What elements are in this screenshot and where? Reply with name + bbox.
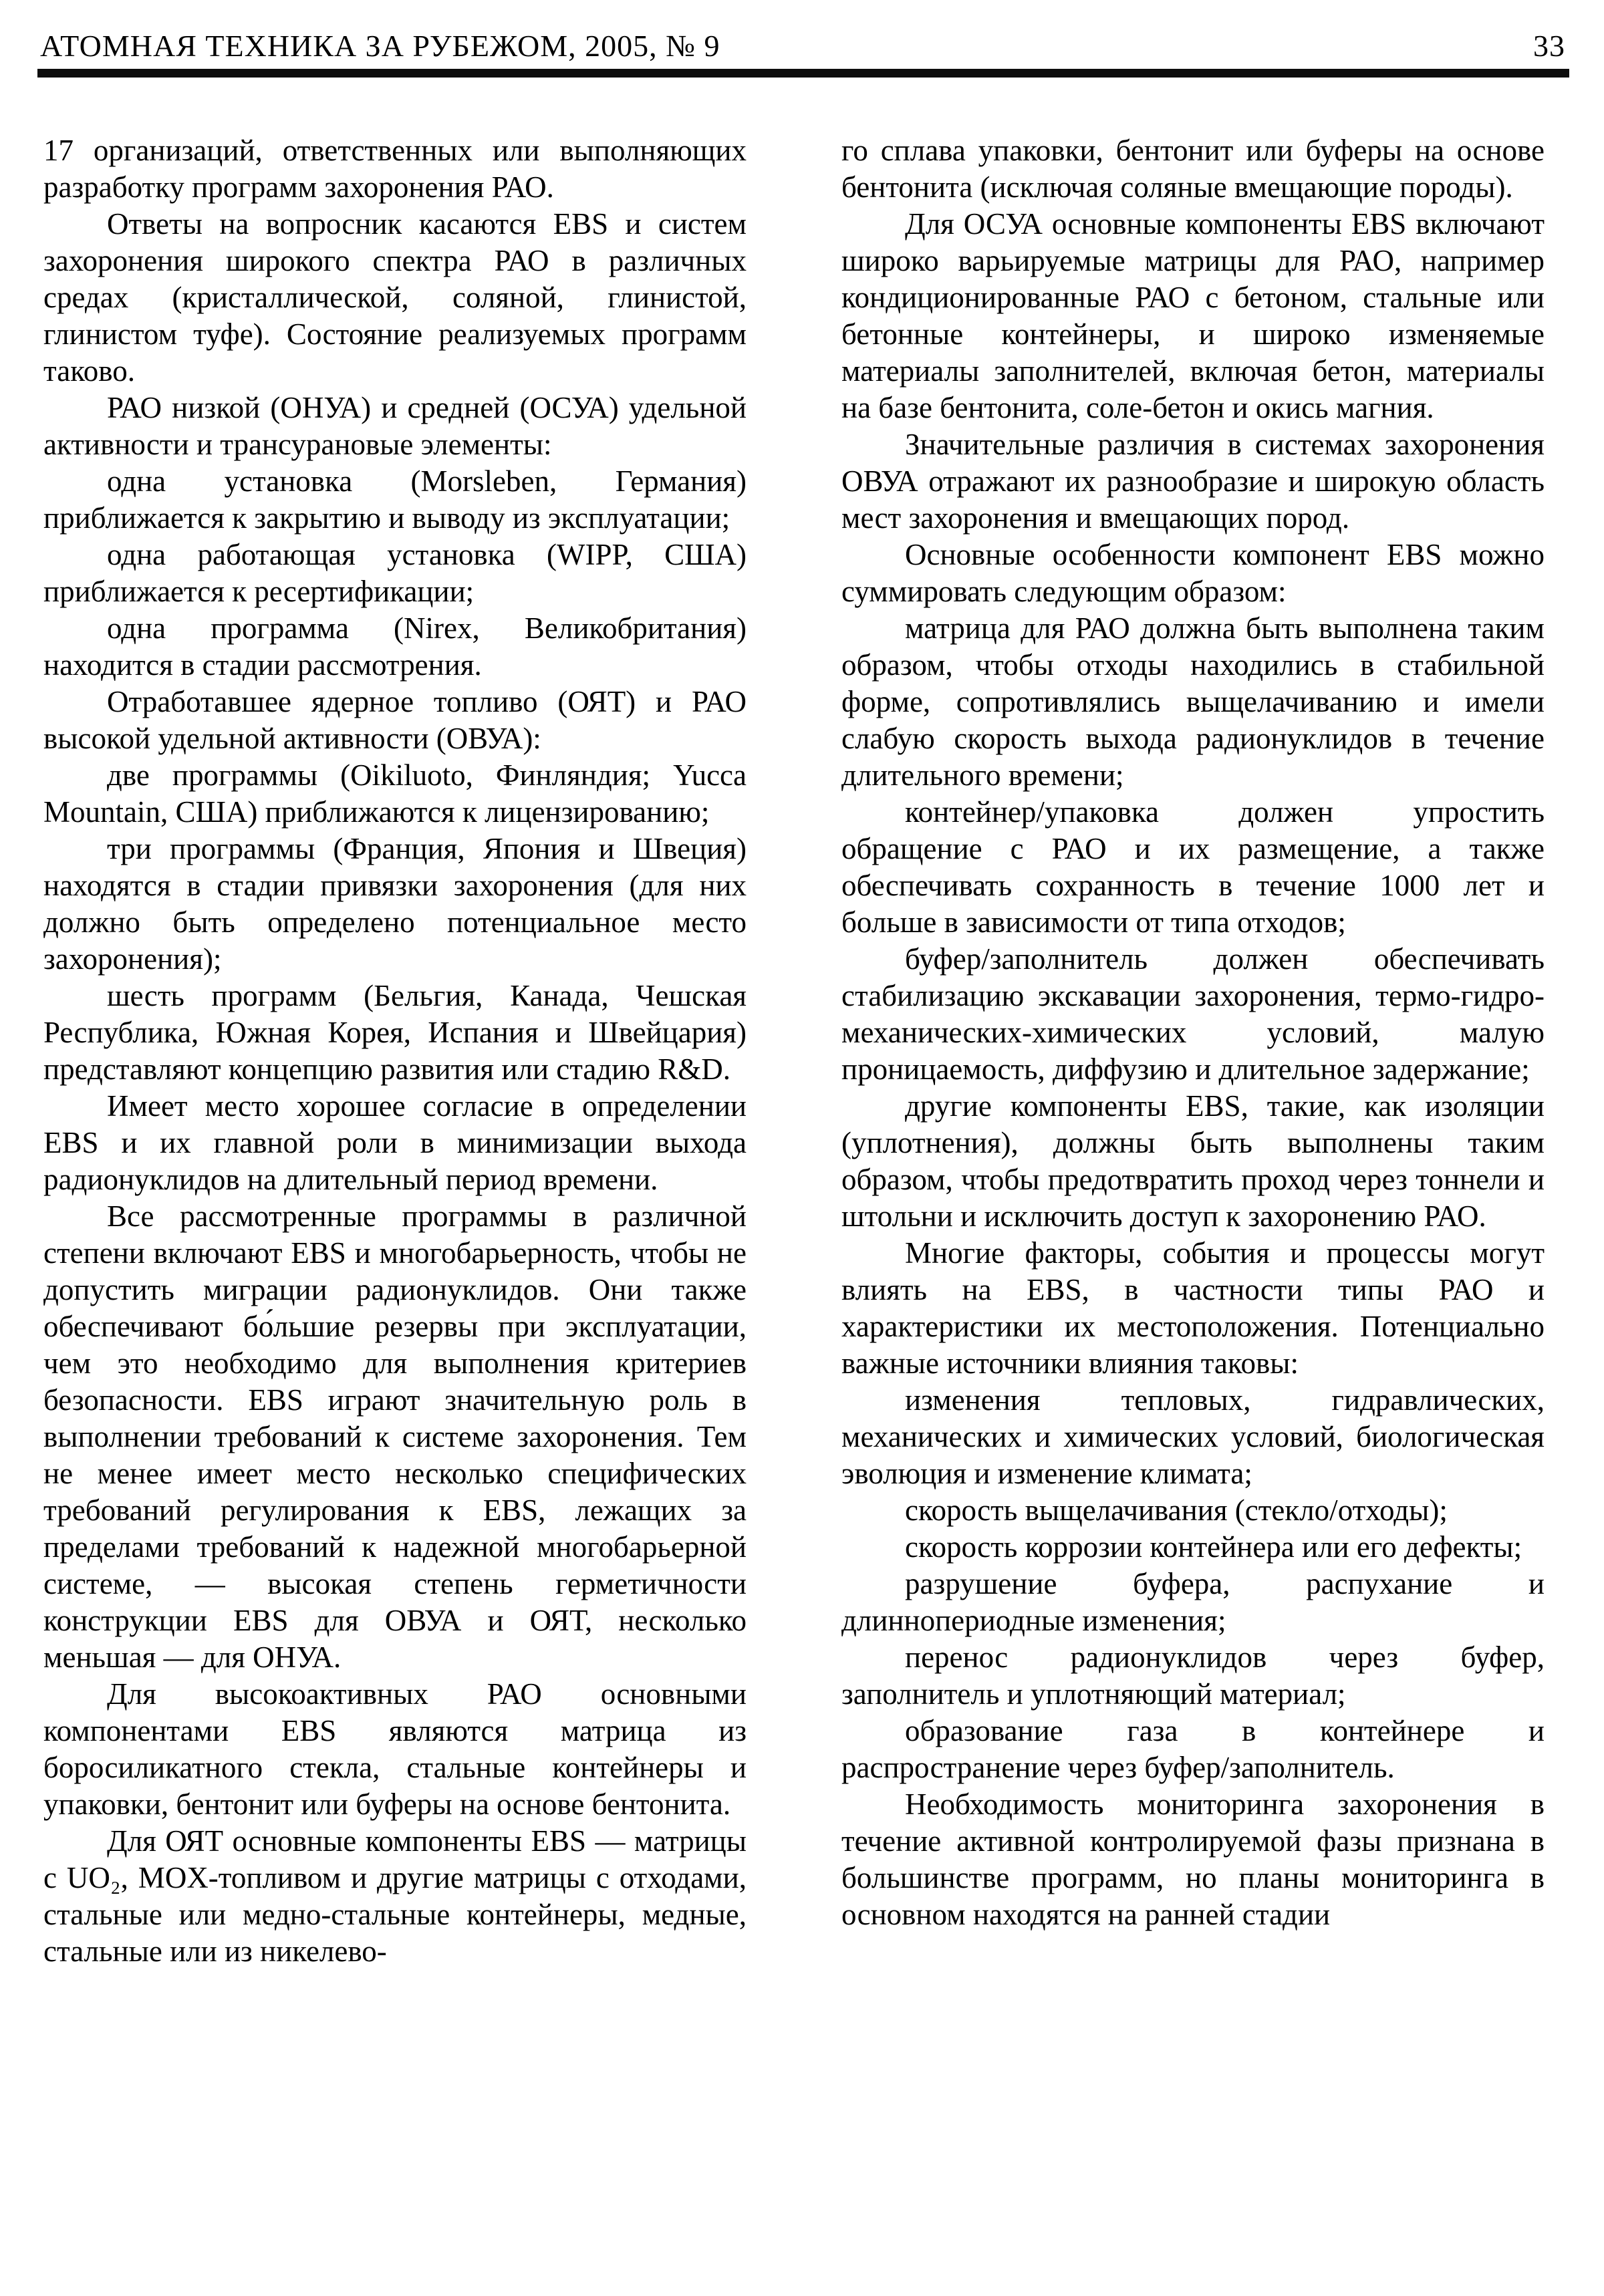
list-item-paragraph: три программы (Франция, Япония и Швеция) находятся в стадии привязки захоронения (для них должно быть определено потенциальное место захоронения); [43, 832, 747, 976]
list-item-paragraph: шесть программ (Бельгия, Канада, Чешская Республика, Южная Корея, Испания и Швейцария) представляют концепцию развития или стадию R&D. [43, 979, 747, 1086]
list-item-paragraph: одна работающая установка (WIPP, США) приближается к ресертификации; [43, 538, 747, 608]
paragraph: Ответы на вопросник касаются EBS и систем захоронения широкого спектра РАО в различных средах (кристаллической, соляной, глинистой, глинистом туфе). Состояние реализуемых программ таково. [43, 207, 747, 388]
paragraph: Отработавшее ядерное топливо (ОЯТ) и РАО высокой удельной активности (ОВУА): [43, 685, 747, 755]
list-item-paragraph: две программы (Oikiluoto, Финляндия; Yucca Mountain, США) приближаются к лицензированию; [43, 758, 747, 829]
paragraph: Многие факторы, события и процессы могут влиять на EBS, в частности типы РАО и характеристики их местоположения. Потенциально важные источники влияния таковы: [841, 1236, 1545, 1380]
list-item-paragraph: скорость коррозии контейнера или его дефекты; [905, 1530, 1522, 1564]
list-item-paragraph: образование газа в контейнере и распространение через буфер/заполнитель. [841, 1714, 1545, 1784]
paragraph: Для ОСУА основные компоненты EBS включают широко варьируемые матрицы для РАО, например кондиционированные РАО с бетоном, стальные или бетонные контейнеры, и широко изменяемые материалы заполнителей, включая бетон, материалы на базе бентонита, соле-бетон и окись магния. [841, 207, 1545, 424]
list-item-paragraph: изменения тепловых, гидравлических, механических и химических условий, биологическая эволюция и изменение климата; [841, 1383, 1545, 1490]
paragraph: РАО низкой (ОНУА) и средней (ОСУА) удельной активности и трансурановые элементы: [43, 391, 747, 461]
paragraph: Значительные различия в системах захоронения ОВУА отражают их разнообразие и широкую область мест захоронения и вмещающих пород. [841, 428, 1545, 535]
header-rule [37, 69, 1569, 78]
page-number: 33 [1533, 29, 1565, 63]
left-column [43, 132, 747, 1970]
paragraph: Имеет место хорошее согласие в определении EBS и их главной роли в минимизации выхода радионуклидов на длительный период времени. [43, 1089, 747, 1196]
list-item-paragraph: другие компоненты EBS, такие, как изоляции (уплотнения), должны быть выполнены таким образом, чтобы предотвратить проход через тоннели и штольни и исключить доступ к захоронению РАО. [841, 1089, 1545, 1233]
journal-title: АТОМНАЯ ТЕХНИКА ЗА РУБЕЖОМ, 2005, № 9 [40, 29, 720, 63]
list-item-paragraph: перенос радионуклидов через буфер, заполнитель и уплотняющий материал; [841, 1640, 1545, 1711]
running-head [40, 28, 1565, 63]
right-column [841, 132, 1545, 1970]
paragraph: Основные особенности компонент EBS можно суммировать следующим образом: [841, 538, 1545, 608]
list-item-paragraph: одна установка (Morsleben, Германия) приближается к закрытию и выводу из эксплуатации; [43, 464, 747, 535]
list-item-paragraph: контейнер/упаковка должен упростить обращение с РАО и их размещение, а также обеспечивать сохранность в течение 1000 лет и больше в зависимости от типа отходов; [841, 795, 1545, 939]
list-item-paragraph: скорость выщелачивания (стекло/отходы); [905, 1493, 1448, 1527]
list-item-paragraph: одна программа (Nirex, Великобритания) находится в стадии рассмотрения. [43, 611, 747, 682]
list-item-paragraph: буфер/заполнитель должен обеспечивать стабилизацию экскавации захоронения, термо-гидро-механических-химических условий, малую проницаемость, диффузию и длительное задержание; [841, 942, 1545, 1086]
paragraph: Все рассмотренные программы в различной степени включают EBS и многобарьерность, чтобы не допустить миграции радионуклидов. Они также обеспечивают бо́льшие резервы при эксплуатации, чем это необходимо для выполнения критериев безопасности. EBS играют значительную роль в выполнении требований к системе захоронения. Тем не менее имеет место несколько специфических требований регулирования к EBS, лежащих за пределами требований к надежной многобарьерной системе, — высокая степень герметичности конструкции EBS для ОВУА и ОЯТ, несколько меньшая — для ОНУА. [43, 1199, 747, 1674]
paragraph: Необходимость мониторинга захоронения в течение активной контролируемой фазы признана в большинстве программ, но планы мониторинга в основном находятся на ранней стадии [841, 1787, 1545, 1931]
paragraph: Для высокоактивных РАО основными компонентами EBS являются матрица из боросиликатного стекла, стальные контейнеры и упаковки, бентонит или буферы на основе бентонита. [43, 1677, 747, 1821]
paragraph: го сплава упаковки, бентонит или буферы на основе бентонита (исключая соляные вмещающие породы). [841, 134, 1545, 204]
paragraph: 17 организаций, ответственных или выполняющих разработку программ захоронения РАО. [43, 134, 747, 204]
list-item-paragraph: матрица для РАО должна быть выполнена таким образом, чтобы отходы находились в стабильной форме, сопротивлялись выщелачиванию и имели слабую скорость выхода радионуклидов в течение длительного времени; [841, 611, 1545, 792]
list-item-paragraph: разрушение буфера, распухание и длиннопериодные изменения; [841, 1567, 1545, 1637]
paragraph: Для ОЯТ основные компоненты EBS — матрицы с UO₂, MOX-топливом и другие матрицы с отходами, стальные или медно-стальные контейнеры, медные, стальные или из никелево- [43, 1824, 747, 1968]
text-columns [43, 132, 1545, 1970]
